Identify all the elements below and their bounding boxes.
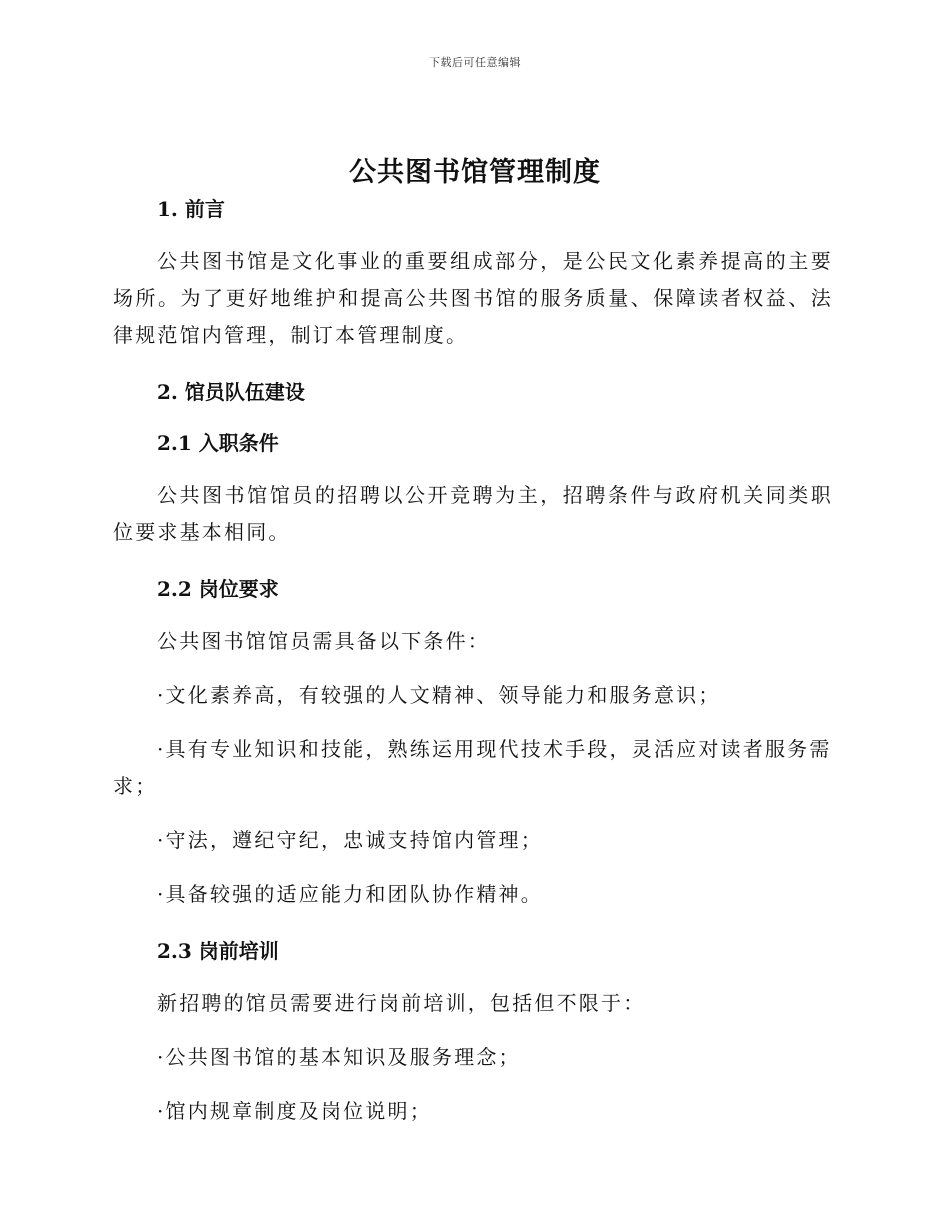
section-2-1-heading: 2.1 入职条件 — [157, 431, 279, 455]
document-title: 公共图书馆管理制度 — [349, 157, 601, 188]
section-2-3-intro: 新招聘的馆员需要进行岗前培训，包括但不限于： — [157, 991, 646, 1015]
list-item: ·具备较强的适应能力和团队协作精神。 — [157, 882, 543, 906]
document-body — [113, 192, 833, 1130]
section-2-2-heading: 2.2 岗位要求 — [157, 577, 279, 601]
section-2-heading: 2. 馆员队伍建设 — [157, 380, 305, 404]
section-1-heading: 1. 前言 — [157, 197, 225, 221]
list-item: ·具有专业知识和技能，熟练运用现代技术手段，灵活应对读者服务需求； — [113, 737, 832, 798]
list-item: ·馆内规章制度及岗位说明； — [157, 1099, 432, 1123]
section-2-2-intro: 公共图书馆馆员需具备以下条件： — [157, 629, 490, 653]
list-item: ·守法，遵纪守纪，忠诚支持馆内管理； — [157, 828, 543, 852]
section-2-3-heading: 2.3 岗前培训 — [157, 939, 279, 963]
list-item: ·文化素养高，有较强的人文精神、领导能力和服务意识； — [157, 683, 721, 707]
page-header-note: 下载后可任意编辑 — [429, 56, 521, 69]
list-item: ·公共图书馆的基本知识及服务理念； — [157, 1045, 521, 1069]
section-2-1-paragraph: 公共图书馆馆员的招聘以公开竞聘为主，招聘条件与政府机关同类职位要求基本相同。 — [113, 483, 833, 544]
section-1-paragraph: 公共图书馆是文化事业的重要组成部分，是公民文化素养提高的主要场所。为了更好地维护和提高公共图书馆的服务质量、保障读者权益、法律规范馆内管理，制订本管理制度。 — [113, 249, 833, 347]
